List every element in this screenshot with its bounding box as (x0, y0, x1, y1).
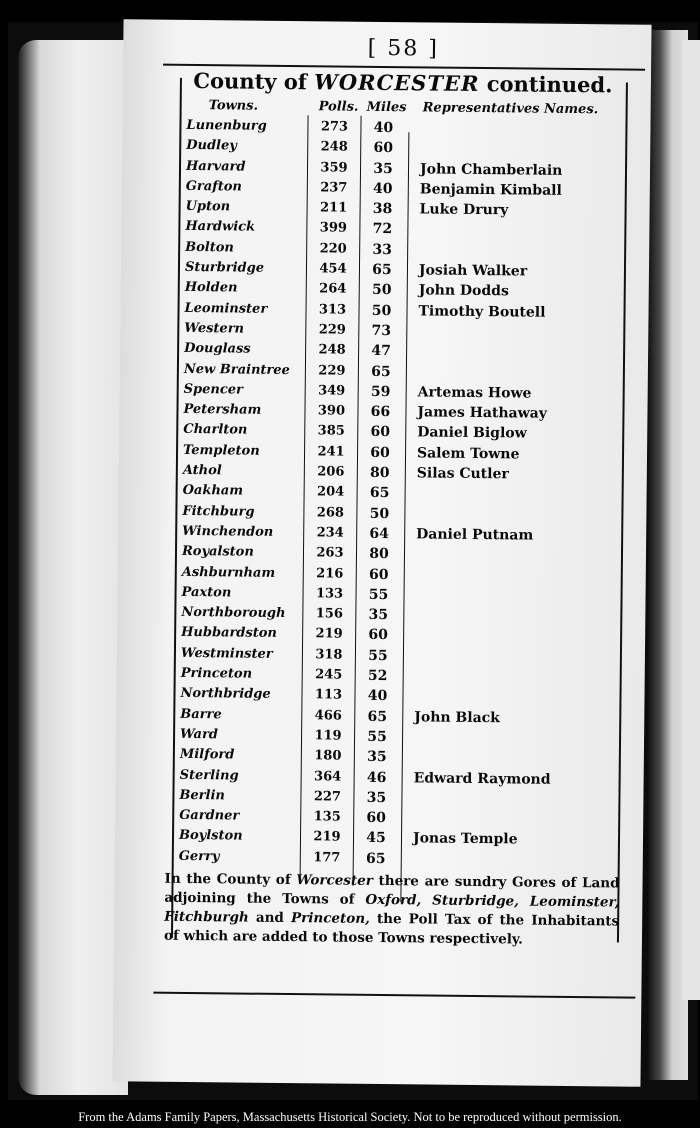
miles-value: 80 (369, 546, 389, 563)
town-name: Westminster (180, 645, 273, 662)
polls-value: 268 (316, 504, 345, 521)
representative-name: Salem Towne (416, 445, 520, 463)
page-number: [ 58 ] (367, 35, 439, 62)
polls-value: 227 (313, 789, 342, 805)
polls-value: 248 (320, 139, 348, 155)
town-name: Ward (180, 726, 219, 743)
footnote-and: and (255, 909, 285, 926)
miles-value: 55 (368, 586, 389, 603)
town-name: Princeton (180, 665, 253, 682)
representative-name: Daniel Biglow (417, 424, 527, 442)
miles-value: 65 (371, 363, 391, 380)
town-name: Spencer (183, 381, 244, 398)
town-name: Harvard (185, 158, 246, 175)
polls-value: 399 (319, 220, 348, 237)
miles-value: 66 (370, 404, 391, 421)
miles-value: 47 (371, 343, 391, 360)
town-name: Boylston (178, 828, 243, 844)
town-name: Leominster (184, 300, 268, 317)
polls-value: 220 (319, 241, 347, 257)
footnote-part2: there are sundry Gores of Land adjoining the Towns of (164, 872, 620, 908)
town-name: Petersham (183, 402, 262, 418)
representative-name: John Chamberlain (419, 160, 563, 179)
footnote-towns: Oxford, Sturbridge, Leominster, Fitchburgh (164, 891, 620, 926)
polls-value: 216 (316, 565, 344, 582)
document-page (112, 19, 651, 1086)
polls-value: 385 (317, 423, 345, 440)
polls-value: 177 (313, 849, 341, 866)
polls-value: 245 (315, 667, 343, 683)
representative-name: Daniel Putnam (416, 526, 534, 544)
polls-value: 454 (319, 261, 347, 277)
polls-value: 349 (318, 383, 346, 399)
town-name: Berlin (179, 787, 225, 804)
polls-value: 390 (317, 403, 346, 419)
town-name: Hubbardston (181, 625, 277, 642)
header-miles: Miles (366, 99, 407, 116)
polls-value: 273 (320, 119, 349, 135)
next-page-strip (682, 40, 700, 1000)
representative-name: Silas Cutler (416, 465, 509, 483)
representative-name: John Dodds (418, 282, 509, 300)
miles-value: 59 (370, 383, 391, 400)
polls-value: 359 (320, 159, 348, 176)
town-name: Upton (185, 199, 231, 215)
town-name: Bolton (185, 239, 235, 256)
polls-value: 313 (318, 301, 347, 318)
representative-name: Benjamin Kimball (419, 181, 562, 199)
town-name: Western (184, 320, 245, 337)
miles-value: 50 (371, 302, 392, 319)
representative-name: John Black (414, 708, 501, 726)
town-name: Sturbridge (184, 259, 265, 276)
header-polls: Polls. (318, 99, 359, 115)
town-name: Oakham (182, 483, 244, 499)
polls-value: 229 (318, 362, 346, 379)
miles-value: 45 (366, 830, 386, 847)
copyright-caption: From the Adams Family Papers, Massachusetts Historical Society. Not to be reproduced without permission. (78, 1110, 622, 1124)
title-county: WORCESTER (314, 69, 480, 96)
polls-value: 318 (315, 647, 343, 663)
polls-value: 135 (313, 809, 341, 825)
representative-name: James Hathaway (417, 404, 548, 422)
town-name: Milford (179, 747, 235, 763)
footnote-county: Worcester (296, 872, 373, 889)
town-name: Templeton (182, 442, 260, 459)
footnote-princeton: Princeton, (290, 910, 370, 927)
polls-value: 219 (313, 829, 341, 845)
town-name: New Braintree (183, 361, 290, 378)
miles-value: 46 (366, 769, 387, 786)
polls-value: 248 (318, 342, 346, 358)
polls-value: 156 (315, 606, 343, 622)
polls-value: 119 (314, 728, 342, 744)
miles-value: 60 (368, 627, 388, 644)
polls-value: 364 (314, 768, 342, 785)
page-title (183, 68, 623, 98)
representative-name: Artemas Howe (417, 384, 532, 402)
town-name: Douglass (184, 341, 251, 357)
polls-value: 241 (317, 444, 345, 460)
title-suffix: continued. (486, 71, 613, 98)
town-name: Dudley (186, 138, 237, 154)
town-name: Gerry (178, 848, 220, 865)
miles-value: 55 (368, 647, 388, 664)
miles-value: 35 (373, 160, 393, 177)
town-name: Royalston (181, 544, 254, 560)
town-name: Fitchburg (182, 503, 255, 520)
town-name: Ashburnham (181, 564, 276, 581)
polls-value: 219 (315, 626, 343, 643)
town-name: Winchendon (182, 523, 274, 540)
miles-value: 35 (367, 749, 387, 766)
miles-value: 60 (373, 140, 394, 157)
town-name: Northbridge (180, 686, 271, 703)
miles-value: 72 (372, 221, 393, 238)
polls-value: 263 (316, 545, 344, 561)
left-page-edge (18, 40, 128, 1095)
footnote (164, 870, 620, 951)
miles-value: 35 (368, 606, 389, 624)
miles-value: 33 (372, 241, 392, 258)
representative-name: Jonas Temple (412, 830, 518, 848)
miles-value: 40 (372, 180, 393, 197)
header-representatives: Representatives Names. (422, 100, 599, 118)
title-prefix: County of (193, 67, 308, 95)
town-name: Paxton (181, 584, 232, 601)
miles-value: 38 (372, 201, 393, 218)
miles-value: 73 (371, 322, 392, 340)
miles-value: 65 (365, 850, 386, 867)
town-name: Sterling (179, 767, 239, 784)
miles-value: 52 (367, 667, 388, 685)
town-name: Gardner (179, 807, 240, 824)
town-name: Grafton (185, 178, 243, 195)
polls-value: 133 (315, 586, 344, 602)
polls-value: 204 (316, 484, 345, 500)
miles-value: 65 (367, 708, 388, 725)
representative-name: Timothy Boutell (418, 303, 546, 321)
miles-value: 80 (370, 464, 390, 482)
miles-value: 35 (366, 789, 387, 806)
polls-value: 229 (318, 322, 346, 338)
footnote-part3: the Poll Tax of the Inhabitants of which are added to those Towns respectively. (163, 910, 620, 948)
polls-value: 180 (314, 748, 342, 764)
polls-value: 211 (319, 200, 348, 216)
representative-name: Edward Raymond (413, 769, 551, 788)
town-name: Athol (182, 462, 222, 479)
polls-value: 237 (320, 180, 348, 196)
miles-value: 60 (370, 424, 391, 441)
polls-value: 264 (319, 281, 347, 297)
polls-value: 234 (316, 525, 344, 541)
polls-value: 113 (314, 687, 343, 703)
miles-value: 40 (373, 119, 394, 137)
miles-value: 60 (370, 444, 390, 461)
miles-value: 50 (369, 505, 390, 522)
town-name: Northborough (181, 605, 286, 622)
representative-name: Luke Drury (419, 201, 509, 219)
footnote-part1: In the County of (164, 870, 291, 889)
polls-value: 206 (317, 464, 345, 480)
miles-value: 65 (369, 485, 390, 502)
town-name: Barre (180, 706, 222, 722)
miles-value: 40 (367, 688, 388, 705)
polls-value: 466 (314, 707, 342, 724)
miles-value: 50 (371, 282, 392, 299)
town-name: Charlton (183, 422, 248, 439)
town-name: Holden (184, 280, 238, 296)
town-name: Lunenburg (186, 117, 267, 134)
town-name: Hardwick (185, 219, 256, 236)
representative-name: Josiah Walker (418, 262, 528, 280)
towns-table (173, 116, 631, 872)
miles-value: 60 (366, 809, 387, 827)
miles-value: 64 (369, 525, 390, 543)
miles-value: 60 (368, 566, 389, 583)
miles-value: 55 (367, 728, 387, 745)
header-towns: Towns. (208, 98, 259, 114)
miles-value: 65 (372, 261, 392, 279)
